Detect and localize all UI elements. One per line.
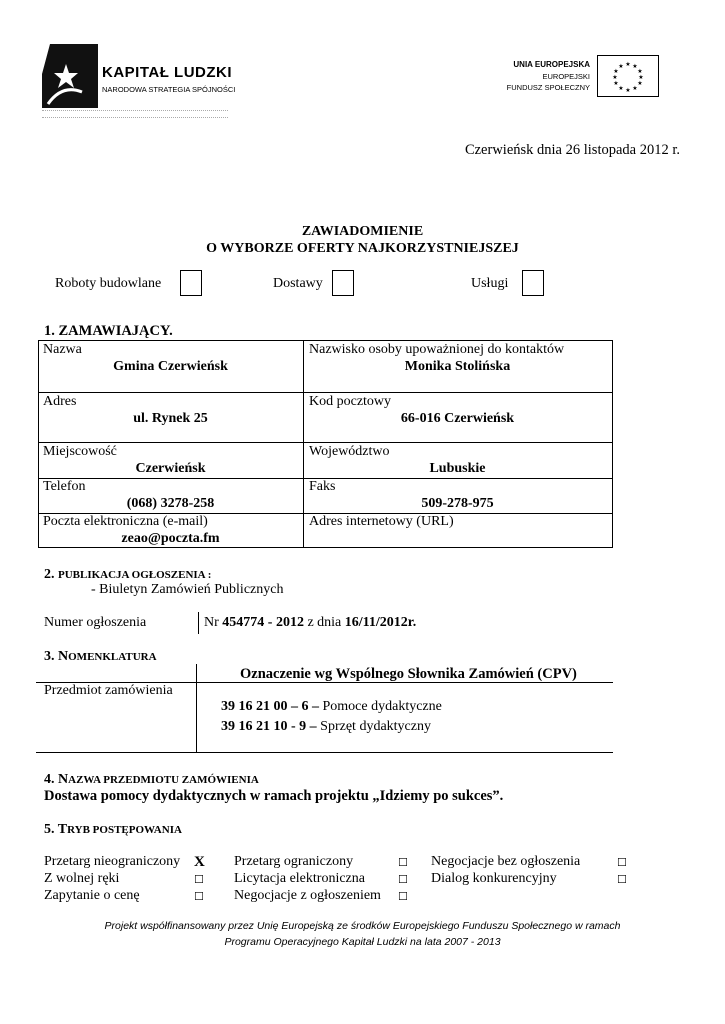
- section4-heading: [44, 772, 259, 788]
- cpv-bottom-rule: [36, 752, 613, 753]
- svg-text:★: ★: [618, 63, 624, 70]
- address-label: Adres: [43, 394, 77, 409]
- eu-logo-line1: EUROPEJSKI: [542, 72, 590, 81]
- notice-divider: [198, 612, 199, 634]
- subject-name: Dostawa pomocy dydaktycznych w ramach projektu „Idziemy po sukces”.: [44, 788, 504, 804]
- city-value: Czerwieńsk: [135, 461, 206, 476]
- eu-flag-icon: [597, 55, 659, 97]
- section3-title: OMENKLATURA: [68, 651, 157, 663]
- section3-num: 3. N: [44, 649, 69, 664]
- svg-text:★: ★: [613, 80, 619, 87]
- mode-competitive-dialogue-checkbox-icon[interactable]: ☐: [617, 873, 627, 886]
- name-label: Nazwa: [43, 342, 82, 357]
- bulletin-text: - Biuletyn Zamówień Publicznych: [91, 582, 284, 597]
- section2-heading: [44, 567, 211, 583]
- postcode-label: Kod pocztowy: [309, 394, 392, 409]
- logo-decorative-strip: [42, 110, 228, 118]
- eu-logo-text: [480, 60, 590, 92]
- mode-price-inquiry-label: Zapytanie o cenę: [44, 888, 140, 903]
- section4-num: 4. N: [44, 772, 69, 787]
- title-line1: ZAWIADOMIENIE: [301, 224, 424, 239]
- section5-heading: [44, 822, 182, 838]
- notice-date-value: 16/11/2012r.: [344, 615, 417, 630]
- mode-open-tender-mark[interactable]: X: [194, 854, 205, 870]
- kapital-ludzki-emblem-icon: [42, 44, 98, 108]
- cpv-desc-2: Sprzęt dydaktyczny: [316, 719, 431, 734]
- cpv-row-1: [221, 699, 442, 715]
- name-value: Gmina Czerwieńsk: [113, 359, 228, 374]
- mode-competitive-dialogue-label: Dialog konkurencyjny: [431, 871, 557, 886]
- svg-text:★: ★: [632, 63, 638, 70]
- city-label: Miejscowość: [43, 444, 117, 459]
- svg-text:★: ★: [613, 68, 619, 75]
- mode-open-tender-label: Przetarg nieograniczony: [44, 854, 181, 869]
- notice-number-value: 454774 - 2012: [222, 615, 304, 630]
- svg-text:★: ★: [637, 68, 643, 75]
- mode-free-hand-checkbox-icon[interactable]: ☐: [194, 873, 204, 886]
- order-type-services-label: Usługi: [471, 276, 509, 291]
- section4-title: AZWA PRZEDMIOTU ZAMÓWIENIA: [68, 774, 259, 786]
- contact-value: Monika Stolińska: [404, 359, 511, 374]
- mode-negotiation-without-notice-label: Negocjacje bez ogłoszenia: [431, 854, 581, 869]
- cpv-row-2: [221, 719, 431, 735]
- kapital-ludzki-title: KAPITAŁ LUDZKI: [102, 64, 233, 81]
- notice-number-line: [204, 615, 416, 631]
- cpv-divider-vertical: [196, 664, 197, 752]
- email-label: Poczta elektroniczna (e-mail): [43, 514, 208, 529]
- cpv-header: Oznaczenie wg Wspólnego Słownika Zamówień (CPV): [240, 666, 577, 682]
- svg-text:★: ★: [632, 85, 638, 92]
- mode-free-hand-label: Z wolnej ręki: [44, 871, 120, 886]
- section5-num: 5. T: [44, 822, 68, 837]
- notice-number-label: Numer ogłoszenia: [44, 615, 147, 630]
- mode-negotiation-without-notice-checkbox-icon[interactable]: ☐: [617, 856, 627, 869]
- cpv-code-2: 39 16 21 10 - 9 –: [221, 719, 317, 734]
- section2-num: 2.: [44, 567, 58, 582]
- kapital-ludzki-subtitle: NARODOWA STRATEGIA SPÓJNOŚCI: [102, 85, 236, 94]
- phone-label: Telefon: [43, 479, 86, 494]
- mode-e-auction-label: Licytacja elektroniczna: [234, 871, 365, 886]
- order-type-works-label: Roboty budowlane: [55, 276, 162, 291]
- cpv-code-1: 39 16 21 00 – 6 –: [221, 699, 319, 714]
- province-label: Województwo: [309, 444, 390, 459]
- mode-negotiation-with-notice-checkbox-icon[interactable]: ☐: [398, 890, 408, 903]
- order-type-supplies-checkbox[interactable]: [332, 270, 354, 296]
- svg-text:★: ★: [625, 87, 631, 94]
- svg-text:★: ★: [612, 74, 618, 81]
- svg-text:★: ★: [618, 85, 624, 92]
- subject-label: Przedmiot zamówienia: [44, 683, 173, 698]
- footer-line1: Projekt współfinansowany przez Unię Europejską ze środków Europejskiego Funduszu Społecznego w ramach: [104, 920, 621, 932]
- cpv-desc-1: Pomoce dydaktyczne: [319, 699, 442, 714]
- mode-restricted-tender-checkbox-icon[interactable]: ☐: [398, 856, 408, 869]
- section3-heading: [44, 649, 157, 665]
- order-type-supplies-label: Dostawy: [273, 276, 323, 291]
- postcode-value: 66-016 Czerwieńsk: [400, 411, 515, 426]
- email-value: zeao@poczta.fm: [121, 531, 220, 546]
- title-line2: O WYBORZE OFERTY NAJKORZYSTNIEJSZEJ: [206, 241, 519, 256]
- mode-price-inquiry-checkbox-icon[interactable]: ☐: [194, 890, 204, 903]
- mode-e-auction-checkbox-icon[interactable]: ☐: [398, 873, 408, 886]
- eu-logo-title: UNIA EUROPEJSKA: [513, 60, 590, 69]
- section1-heading: 1. ZAMAWIAJĄCY.: [44, 323, 173, 339]
- url-label: Adres internetowy (URL): [309, 514, 454, 529]
- address-value: ul. Rynek 25: [133, 411, 208, 426]
- province-value: Lubuskie: [429, 461, 486, 476]
- order-type-works-checkbox[interactable]: [180, 270, 202, 296]
- notice-nr-prefix: Nr: [204, 615, 223, 630]
- mode-restricted-tender-label: Przetarg ograniczony: [234, 854, 354, 869]
- fax-label: Faks: [309, 479, 336, 494]
- svg-text:★: ★: [638, 74, 644, 81]
- footer-line2: Programu Operacyjnego Kapitał Ludzki na lata 2007 - 2013: [224, 936, 501, 948]
- section2-title: PUBLIKACJA OGŁOSZENIA :: [58, 569, 212, 581]
- svg-text:★: ★: [625, 61, 631, 68]
- date-line: Czerwieńsk dnia 26 listopada 2012 r.: [464, 142, 680, 158]
- notice-date-prefix: z dnia: [303, 615, 345, 630]
- section5-title: RYB POSTĘPOWANIA: [67, 824, 182, 836]
- kapital-ludzki-logo: [42, 44, 242, 120]
- svg-text:★: ★: [637, 80, 643, 87]
- eu-logo-line2: FUNDUSZ SPOŁECZNY: [506, 83, 590, 92]
- mode-negotiation-with-notice-label: Negocjacje z ogłoszeniem: [234, 888, 381, 903]
- order-type-services-checkbox[interactable]: [522, 270, 544, 296]
- fax-value: 509-278-975: [421, 496, 494, 511]
- contact-label: Nazwisko osoby upoważnionej do kontaktów: [309, 342, 565, 357]
- phone-value: (068) 3278-258: [126, 496, 215, 511]
